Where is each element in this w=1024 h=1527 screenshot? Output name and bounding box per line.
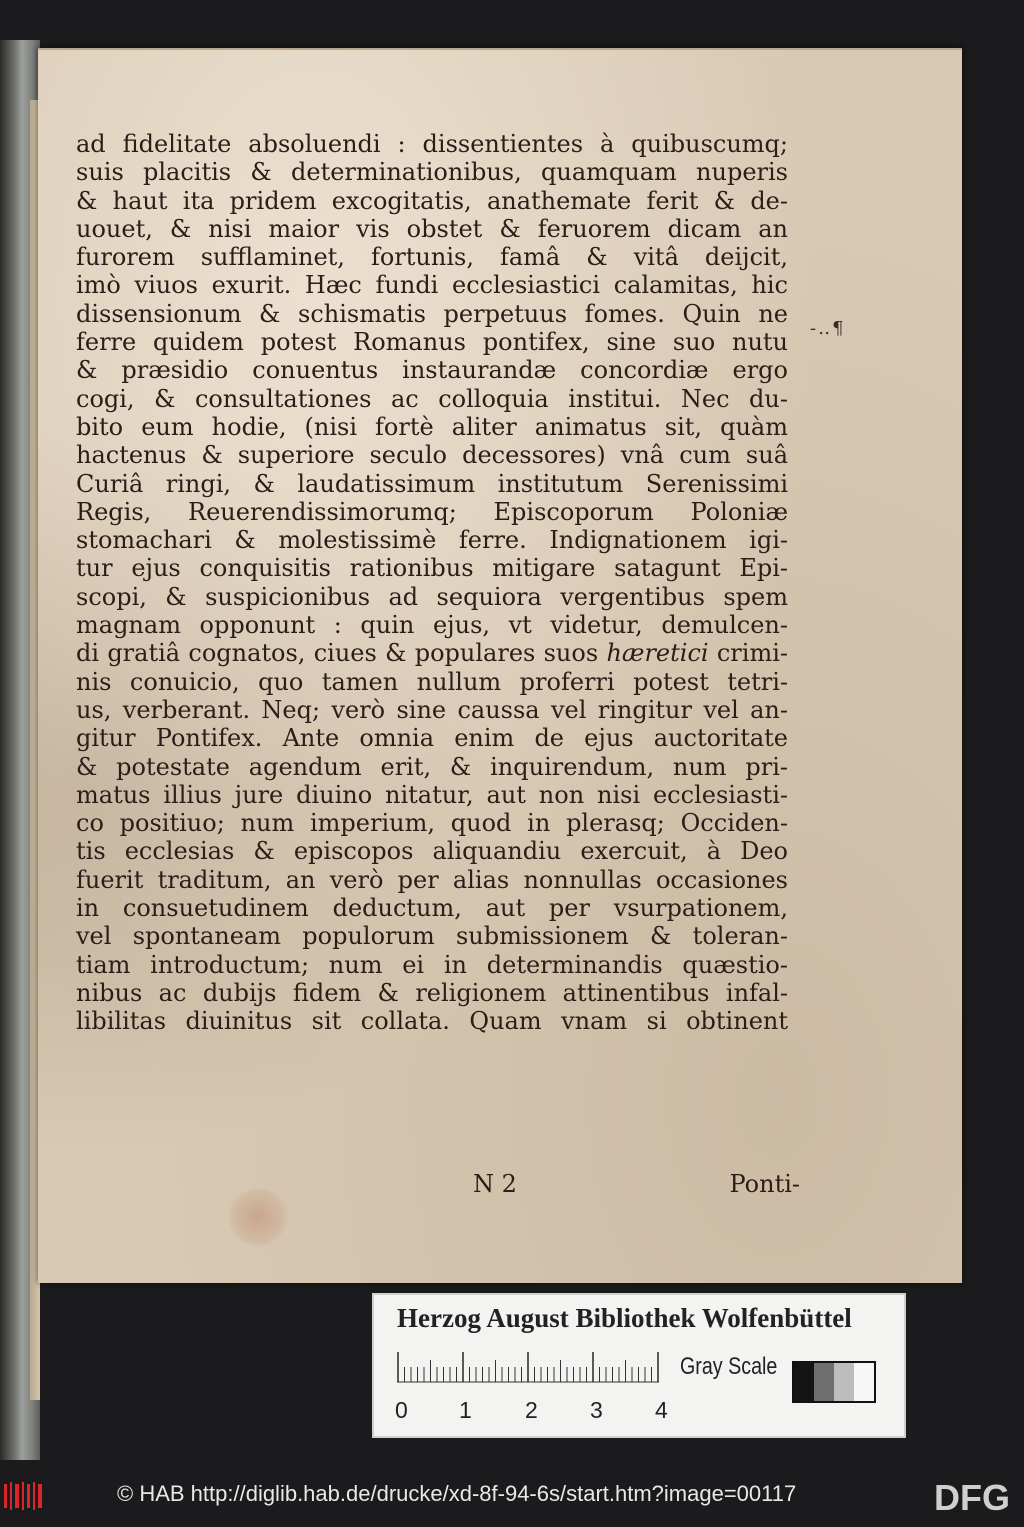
gray-scale-swatch (792, 1361, 876, 1403)
dfg-logo (932, 1476, 1018, 1518)
text-line: libilitas diuinitus sit collata. Quam vnam si obtinent (76, 1007, 788, 1036)
text-line: nis conuicio, quo tamen nullum proferri potest tetri- (76, 667, 788, 696)
scale-ruler (397, 1349, 667, 1383)
ruler-digit: 4 (655, 1397, 668, 1423)
margin-mark: -‥¶ (810, 318, 846, 339)
text-line: & haut ita pridem excogitatis, anathemate ferit & de- (76, 186, 788, 215)
text-line: Curiâ ringi, & laudatissimum institutum Serenissimi (76, 469, 788, 498)
text-line: scopi, & suspicionibus ad sequiora vergentibus spem (76, 582, 788, 611)
text-line: matus illius jure diuino nitatur, aut non nisi ecclesiasti- (76, 780, 788, 809)
ruler-digit: 1 (459, 1397, 472, 1423)
text-line: & præsidio conuentus instaurandæ concordiæ ergo (76, 356, 788, 385)
text-line: suis placitis & determinationibus, quamquam nuperis (76, 158, 788, 187)
text-line: furorem sufflaminet, fortunis, famâ & vitâ deijcit, (76, 243, 788, 272)
barcode-icon (2, 1480, 46, 1512)
text-line: dissensionum & schismatis perpetuus fomes. Quin ne (76, 299, 788, 328)
viewer-footer (0, 1470, 1024, 1527)
binding-edge (0, 40, 40, 1460)
catchword: Ponti- (729, 1170, 800, 1198)
swatch-white (854, 1363, 874, 1401)
page-text (76, 130, 788, 1036)
text-line: nibus ac dubijs fidem & religionem attinentibus infal- (76, 978, 788, 1007)
page-footer-line (128, 1170, 800, 1204)
swatch-black (794, 1363, 814, 1401)
text-line: in consuetudinem deductum, aut per vsurpationem, (76, 894, 788, 923)
text-line: ferre quidem potest Romanus pontifex, sine suo nutu (76, 328, 788, 357)
library-name: Herzog August Bibliothek Wolfenbüttel (397, 1303, 852, 1333)
ruler-digits (397, 1397, 687, 1427)
text-line: vel spontaneam populorum submissionem & toleran- (76, 922, 788, 951)
dfg-logo-text: DFG (934, 1477, 1010, 1518)
text-line: ad fidelitate absoluendi : dissentientes à quibuscumq; (76, 130, 788, 158)
italic-word: hæretici (606, 639, 709, 668)
text-line: us, verberant. Neq; verò sine caussa vel ringitur vel an- (76, 695, 788, 724)
swatch-dark-gray (814, 1363, 834, 1401)
text-line: cogi, & consultationes ac colloquia institui. Nec du- (76, 384, 788, 413)
text-line: di gratiâ cognatos, ciues & populares suos hæretici crimi- (76, 639, 788, 668)
text-line: magnam opponunt : quin ejus, vt videtur, demulcen- (76, 611, 788, 640)
text-line: gitur Pontifex. Ante omnia enim de ejus auctoritate (76, 724, 788, 753)
text-line: tiam introductum; num ei in determinandis quæstio- (76, 950, 788, 979)
text-line: tur ejus conquisitis rationibus mitigare satagunt Epi- (76, 554, 788, 583)
text-line: fuerit traditum, an verò per alias nonnullas occasiones (76, 865, 788, 894)
text-line: bito eum hodie, (nisi fortè aliter animatus sit, quàm (76, 412, 788, 441)
gray-scale-label: Gray Scale (680, 1353, 778, 1380)
text-line: & potestate agendum erit, & inquirendum, num pri- (76, 752, 788, 781)
library-color-card (372, 1293, 906, 1438)
ruler-digit: 2 (525, 1397, 538, 1423)
text-line: stomachari & molestissimè ferre. Indignationem igi- (76, 526, 788, 555)
text-line: imò viuos exurit. Hæc fundi ecclesiastici calamitas, hic (76, 271, 788, 300)
text-line: uouet, & nisi maior vis obstet & feruorem dicam an (76, 214, 788, 243)
book-page (38, 48, 962, 1283)
text-line: hactenus & superiore seculo decessores) vnâ cum suâ (76, 441, 788, 470)
text-line: co positiuo; num imperium, quod in plerasq; Occiden- (76, 809, 788, 838)
text-line: Regis, Reuerendissimorumq; Episcoporum Poloniæ (76, 497, 788, 526)
swatch-light-gray (834, 1363, 854, 1401)
ruler-digit: 0 (395, 1397, 408, 1423)
signature-mark: N 2 (473, 1170, 517, 1198)
ruler-digit: 3 (590, 1397, 603, 1423)
text-line: tis ecclesias & episcopos aliquandiu exercuit, à Deo (76, 837, 788, 866)
footer-url[interactable]: © HAB http://diglib.hab.de/drucke/xd-8f-94-6s/start.htm?image=00117 (117, 1481, 797, 1506)
